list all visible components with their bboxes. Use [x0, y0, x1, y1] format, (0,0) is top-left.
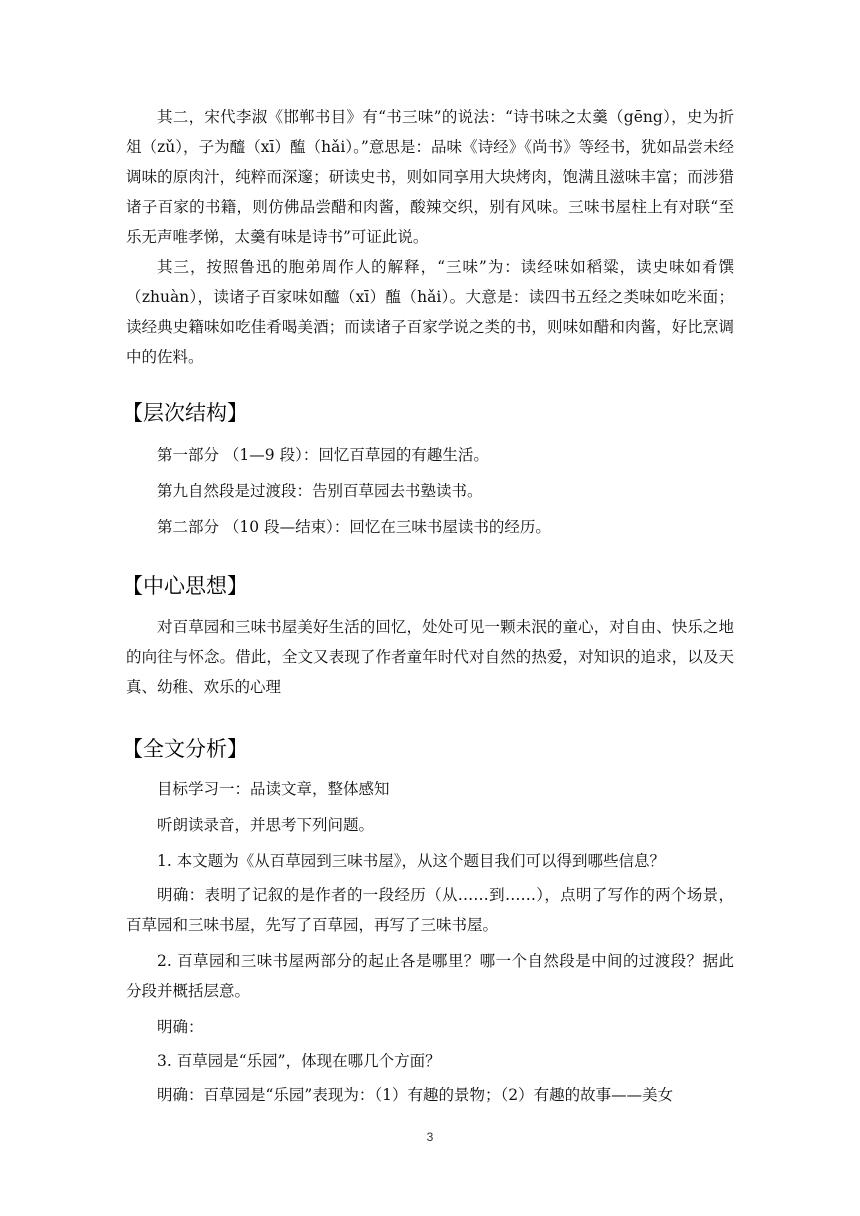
question-2: 2. 百草园和三味书屋两部分的起止各是哪里？哪一个自然段是中间的过渡段？据此分段并概括层意。: [126, 952, 734, 1000]
paragraph-san-wei-second-explanation: 其二，宋代李淑《邯郸书目》有“书三味”的说法：“诗书味之太羹（gēng），史为折俎（zǔ），子为醯（xī）醢（hǎi）。”意思是：品味《诗经》《尚书》等经书，犹如品尝未经调味的原肉汁，纯粹而深邃；研读史书，则如同享用大块烤肉，饱满且滋味丰富；而涉猎诸子百家的书籍，则仿佛品尝醋和肉酱，酸辣交织，别有风味。三味书屋柱上有对联“至乐无声唯孝悌，太羹有味是诗书”可证此说。: [126, 108, 734, 246]
analysis-goal: 目标学习一：品读文章，整体感知: [157, 780, 390, 798]
paragraph-san-wei-third-explanation: 其三，按照鲁迅的胞弟周作人的解释，“三味”为：读经味如稻粱，读史味如肴馔（zhuàn），读诸子百家味如醯（xī）醢（hǎi）。大意是：读四书五经之类味如吃米面；读经典史籍味如吃佳肴喝美酒；而读诸子百家学说之类的书，则味如醋和肉酱，好比烹调中的佐料。: [126, 258, 734, 366]
answer-1: 明确：表明了记叙的是作者的一段经历（从……到……），点明了写作的两个场景，百草园和三味书屋，先写了百草园，再写了三味书屋。: [126, 886, 734, 934]
question-1: 1. 本文题为《从百草园到三味书屋》，从这个题目我们可以得到哪些信息？: [157, 852, 665, 870]
structure-line-1: 第一部分 （1—9 段）：回忆百草园的有趣生活。: [157, 446, 489, 464]
answer-2: 明确：: [157, 1018, 204, 1036]
heading-central-idea: 【中心思想】: [122, 574, 248, 598]
answer-3: 明确：百草园是“乐园”表现为：（1）有趣的景物；（2）有趣的故事——美女: [157, 1086, 674, 1104]
analysis-intro: 听朗读录音，并思考下列问题。: [157, 816, 375, 834]
heading-structure: 【层次结构】: [122, 401, 248, 425]
heading-full-text-analysis: 【全文分析】: [122, 737, 248, 761]
question-3: 3. 百草园是“乐园”，体现在哪几个方面？: [157, 1052, 441, 1070]
page-number: 3: [426, 1130, 434, 1144]
structure-line-2: 第九自然段是过渡段：告别百草园去书塾读书。: [157, 482, 483, 500]
structure-line-3: 第二部分 （10 段—结束）：回忆在三味书屋读书的经历。: [157, 518, 551, 536]
paragraph-central-idea: 对百草园和三味书屋美好生活的回忆，处处可见一颗未泯的童心，对自由、快乐之地的向往与怀念。借此，全文又表现了作者童年时代对自然的热爱，对知识的追求，以及天真、幼稚、欢乐的心理: [126, 618, 734, 696]
